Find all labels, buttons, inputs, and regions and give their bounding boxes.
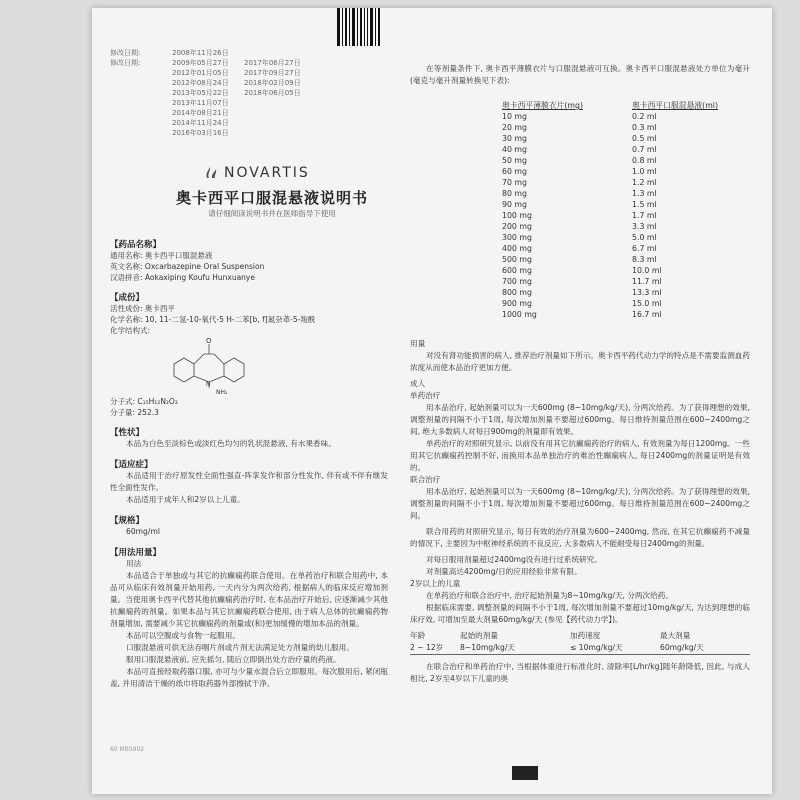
table-cell: 5.0 ml (632, 233, 657, 242)
usage-paragraph: 服用口服混悬液前, 应先摇匀, 随后立即倒出处方治疗量的药液。 (126, 655, 341, 664)
table-cell: 100 mg (502, 211, 532, 220)
table-cell: 0.5 ml (632, 134, 657, 143)
oxcarbazepine-structure-icon (160, 336, 270, 396)
table-cell: 0.2 ml (632, 112, 657, 121)
table-cell: 1.5 ml (632, 200, 657, 209)
document-title: 奥卡西平口服混悬液说明书 (175, 189, 368, 207)
table-cell: 600 mg (502, 266, 532, 275)
composition-line: 活性成份: 奥卡西平 (110, 304, 175, 313)
table-cell: 20 mg (502, 123, 527, 132)
structure-nitrogen-label: N (206, 381, 211, 388)
barcode (337, 8, 382, 46)
table-cell: 0.7 ml (632, 145, 657, 154)
brand-name: NOVARTIS (224, 165, 310, 181)
table-header: 奥卡西平口服混悬液(ml) (632, 101, 719, 110)
table-cell: 3.3 ml (632, 222, 657, 231)
table-row (502, 199, 742, 210)
dosage-paragraph: 用本品治疗, 起始剂量可以为一天600mg (8~10mg/kg/天), 分两次给药。为了获得理想的效果, 调整剂量的间隔不小于1周, 每次增加剂量不要超过600mg。每日维持剂量范围在600~2400mg之间。 (410, 487, 750, 520)
drug-name-header: 【药品名称】 (110, 240, 162, 250)
revision-row (110, 48, 244, 58)
table-cell: 1.3 ml (632, 189, 657, 198)
spec-text: 60mg/ml (126, 527, 160, 536)
revision-date: 2013年11月07日 (172, 99, 229, 107)
table-cell: 11.7 ml (632, 277, 662, 286)
usage-header: 【用法用量】 (110, 548, 162, 558)
table-row (502, 276, 742, 287)
leaflet-sheet (92, 8, 772, 794)
composition-line: 化学名称: 10, 11-二氢-10-氧代-5 H-二苯[b, f]氮杂䓬-5-羧酰 (110, 315, 316, 324)
revision-date: 2018年02月09日 (244, 79, 301, 87)
chemical-structure (160, 336, 388, 396)
dosage-paragraph: 单药治疗的对照研究显示, 以前没有用其它抗癫痫药治疗的病人, 有效剂量为每日1200mg。一些用其它抗癫痫药控制不好, 而换用本品单独治疗的难治性癫痫病人, 每日2400mg的剂量证明是有效的。 (410, 439, 750, 472)
table-row (502, 144, 742, 155)
table-row (502, 210, 742, 221)
registration-mark (512, 766, 538, 780)
revision-date: 2008年11月26日 (172, 49, 229, 57)
dosage-paragraph: 用本品治疗, 起始剂量可以为一天600mg (8~10mg/kg/天), 分两次给药。为了获得理想的效果, 调整剂量的间隔不小于1周, 每次增加剂量不要超过600mg。每日维持剂量范围在600~2400mg之间, 绝大多数病人对每日900mg的剂量即有效果。 (410, 403, 750, 436)
table-cell: 2 ~ 12岁 (410, 643, 444, 652)
right-intro: 在等剂量条件下, 奥卡西平薄膜衣片与口服混悬液可互换。奥卡西平口服混悬液处方单位为毫升(毫克与毫升剂量转换见下表): (410, 64, 750, 85)
table-cell: 1000 mg (502, 310, 537, 319)
table-row (502, 309, 742, 320)
indications-text: 本品适用于治疗原发性全面性强直-阵挛发作和部分性发作, 伴有或不伴有继发性全面性发作。 (110, 471, 388, 492)
table-cell: ≤ 10mg/kg/天 (570, 643, 623, 652)
table-cell: 10 mg (502, 112, 527, 121)
spec-header: 【规格】 (110, 516, 145, 526)
usage-paragraph: 本品适合于单独或与其它的抗癫痫药联合使用。在单药治疗和联合用药中, 本品可从临床有效剂量开始用药, 一天内分为两次给药, 根据病人的临床反应增加剂量。当使用奥卡西平代替其他抗癫痫药治疗时, 在本品治疗开始后, 应逐渐减少其他抗癫痫药的剂量。如果本品与其它抗癫痫药联合使用, 由于病人总体的抗癫痫药物剂量增加, 需要减少其它抗癫痫药的剂量或(和)更加缓慢的增加本品的剂量。 (110, 571, 388, 628)
table-cell: 500 mg (502, 255, 532, 264)
table-cell: 0.8 ml (632, 156, 657, 165)
structure-amide-label: NH₂ (216, 389, 228, 396)
usage-paragraph: 本品可直接经取药器口服, 亦可与少量水混合后立即服用。每次服用后, 紧闭瓶盖, 并用清洁干燥的纸巾将取药器外部擦拭干净。 (110, 667, 388, 688)
table-cell: 900 mg (502, 299, 532, 308)
usage-paragraph: 本品可以空腹或与食物一起服用。 (126, 631, 240, 640)
table-cell: 80 mg (502, 189, 527, 198)
table-row (502, 232, 742, 243)
table-cell: 8~10mg/kg/天 (460, 643, 516, 652)
revision-date: 2017年06月27日 (244, 59, 301, 67)
revision-row (110, 58, 301, 68)
table-cell: 700 mg (502, 277, 532, 286)
revision-date: 2013年05月22日 (172, 89, 229, 97)
table-cell: 60 mg (502, 167, 527, 176)
molecular-weight: 分子量: 252.3 (110, 408, 159, 417)
table-cell: 13.3 ml (632, 288, 662, 297)
dosage-paragraph: 对每日服用剂量超过2400mg没有进行过系统研究。 (426, 555, 602, 564)
table-row (502, 188, 742, 199)
mono-label: 单药治疗 (410, 391, 441, 400)
revision-date: 2016年03月16日 (172, 129, 229, 137)
dosage-paragraph: 根据临床需要, 调整剂量的间隔不小于1周, 每次增加剂量不要超过10mg/kg/天, 为达到理想的临床疗效, 可增加至最大剂量60mg/kg/天 (参见【药代动力学】)。 (410, 603, 750, 624)
table-cell: 90 mg (502, 200, 527, 209)
table-row (502, 265, 742, 276)
table-header: 起始的剂量 (460, 631, 498, 640)
revision-row (110, 128, 244, 138)
revision-date: 2012年08月24日 (172, 79, 229, 87)
usage-paragraph: 口服混悬液可供无法吞咽片剂或片剂无法满足处方剂量的幼儿服用。 (126, 643, 354, 652)
revision-row (110, 108, 244, 118)
revision-label: 修改日期: (110, 49, 141, 57)
revision-row (110, 118, 244, 128)
revision-date: 2009年05月27日 (172, 59, 229, 67)
revision-row (110, 78, 301, 88)
appearance-text: 本品为白色至淡棕色或淡红色均匀的乳状混悬液, 有水果香味。 (126, 439, 336, 448)
table-row (502, 122, 742, 133)
table-row (502, 298, 742, 309)
table-row (502, 133, 742, 144)
table-header-row (502, 100, 742, 111)
table-row (502, 166, 742, 177)
indications-header: 【适应症】 (110, 460, 153, 470)
pediatric-value-row (410, 642, 750, 654)
table-cell: 10.0 ml (632, 266, 662, 275)
combo-label: 联合治疗 (410, 475, 441, 484)
table-header: 加药速度 (570, 631, 601, 640)
revision-date: 2018年06月05日 (244, 89, 301, 97)
table-cell: 200 mg (502, 222, 532, 231)
brand-logo (204, 165, 310, 181)
table-cell: 800 mg (502, 288, 532, 297)
table-cell: 70 mg (502, 178, 527, 187)
appearance-header: 【性状】 (110, 428, 145, 438)
structure-oxygen-label: O (206, 337, 212, 345)
table-cell: 1.2 ml (632, 178, 657, 187)
indications-text-2: 本品适用于成年人和2岁以上儿童。 (126, 495, 245, 504)
table-cell: 400 mg (502, 244, 532, 253)
table-cell: 30 mg (502, 134, 527, 143)
usage-label: 用法 (126, 559, 142, 568)
table-cell: 50 mg (502, 156, 527, 165)
table-cell: 0.3 ml (632, 123, 657, 132)
child-label: 2岁以上的儿童 (410, 579, 461, 588)
drug-name-line: 汉语拼音: Aokaxiping Koufu Hunxuanye (110, 273, 255, 282)
revision-label: 修改日期: (110, 59, 141, 67)
table-row (502, 243, 742, 254)
table-row (502, 254, 742, 265)
composition-line: 化学结构式: (110, 326, 151, 335)
revision-date: 2017年09月27日 (244, 69, 301, 77)
drug-name-line: 通用名称: 奥卡西平口服混悬液 (110, 251, 213, 260)
dosage-label: 用量 (410, 339, 426, 348)
table-cell: 16.7 ml (632, 310, 662, 319)
pediatric-header-row (410, 630, 750, 642)
table-cell: 300 mg (502, 233, 532, 242)
composition-header: 【成份】 (110, 293, 145, 303)
adult-label: 成人 (410, 379, 426, 388)
table-cell: 6.7 ml (632, 244, 657, 253)
revision-date: 2014年08月21日 (172, 109, 229, 117)
novartis-flame-icon (204, 166, 220, 180)
table-cell: 1.0 ml (632, 167, 657, 176)
table-cell: 1.7 ml (632, 211, 657, 220)
revision-row (110, 98, 244, 108)
dosage-paragraph: 在联合治疗和单药治疗中, 当根据体重进行标准化时, 清除率[L/hr/kg]随年龄降低, 因此, 与成人相比, 2岁至4岁以下儿童的奥 (410, 662, 750, 683)
revision-date: 2012年01月05日 (172, 69, 229, 77)
table-cell: 60mg/kg/天 (660, 643, 704, 652)
table-cell: 15.0 ml (632, 299, 662, 308)
dosage-paragraph: 对剂量高达4200mg/日的应用经验非常有限。 (426, 567, 582, 576)
pediatric-table (410, 630, 750, 655)
table-cell: 40 mg (502, 145, 527, 154)
footer-code: 60 MB5902 (110, 746, 145, 753)
document-subtitle: 请仔细阅读说明书并在医师指导下使用 (208, 209, 336, 218)
table-row (502, 155, 742, 166)
dosage-paragraph: 对没有肾功能损害的病人, 推荐治疗剂量如下所示。奥卡西平药代动力学的特点是不需要监测血药浓度从而使本品治疗更加方便。 (410, 351, 750, 372)
revision-row (110, 68, 301, 78)
dosage-paragraph: 在单药治疗和联合治疗中, 治疗起始剂量为8~10mg/kg/天, 分两次给药。 (426, 591, 673, 600)
table-row (502, 111, 742, 122)
table-header: 年龄 (410, 631, 426, 640)
table-row (502, 287, 742, 298)
revision-row (110, 88, 301, 98)
revision-date: 2014年11月24日 (172, 119, 229, 127)
molecular-formula: 分子式: C₁₅H₁₂N₂O₂ (110, 397, 178, 406)
table-cell: 8.3 ml (632, 255, 657, 264)
dose-conversion-table (502, 100, 742, 320)
table-header: 奥卡西平薄膜衣片(mg) (502, 101, 584, 110)
table-row (502, 177, 742, 188)
table-header: 最大剂量 (660, 631, 691, 640)
drug-name-line: 英文名称: Oxcarbazepine Oral Suspension (110, 262, 265, 271)
table-row (502, 221, 742, 232)
dosage-paragraph: 联合用药的对照研究显示, 每日有效的治疗剂量为600~2400mg, 然而, 在其它抗癫痫药不减量的情况下, 主要因为中枢神经系统的不良反应, 大多数病人不能耐受每日2400mg的剂量。 (410, 527, 750, 548)
